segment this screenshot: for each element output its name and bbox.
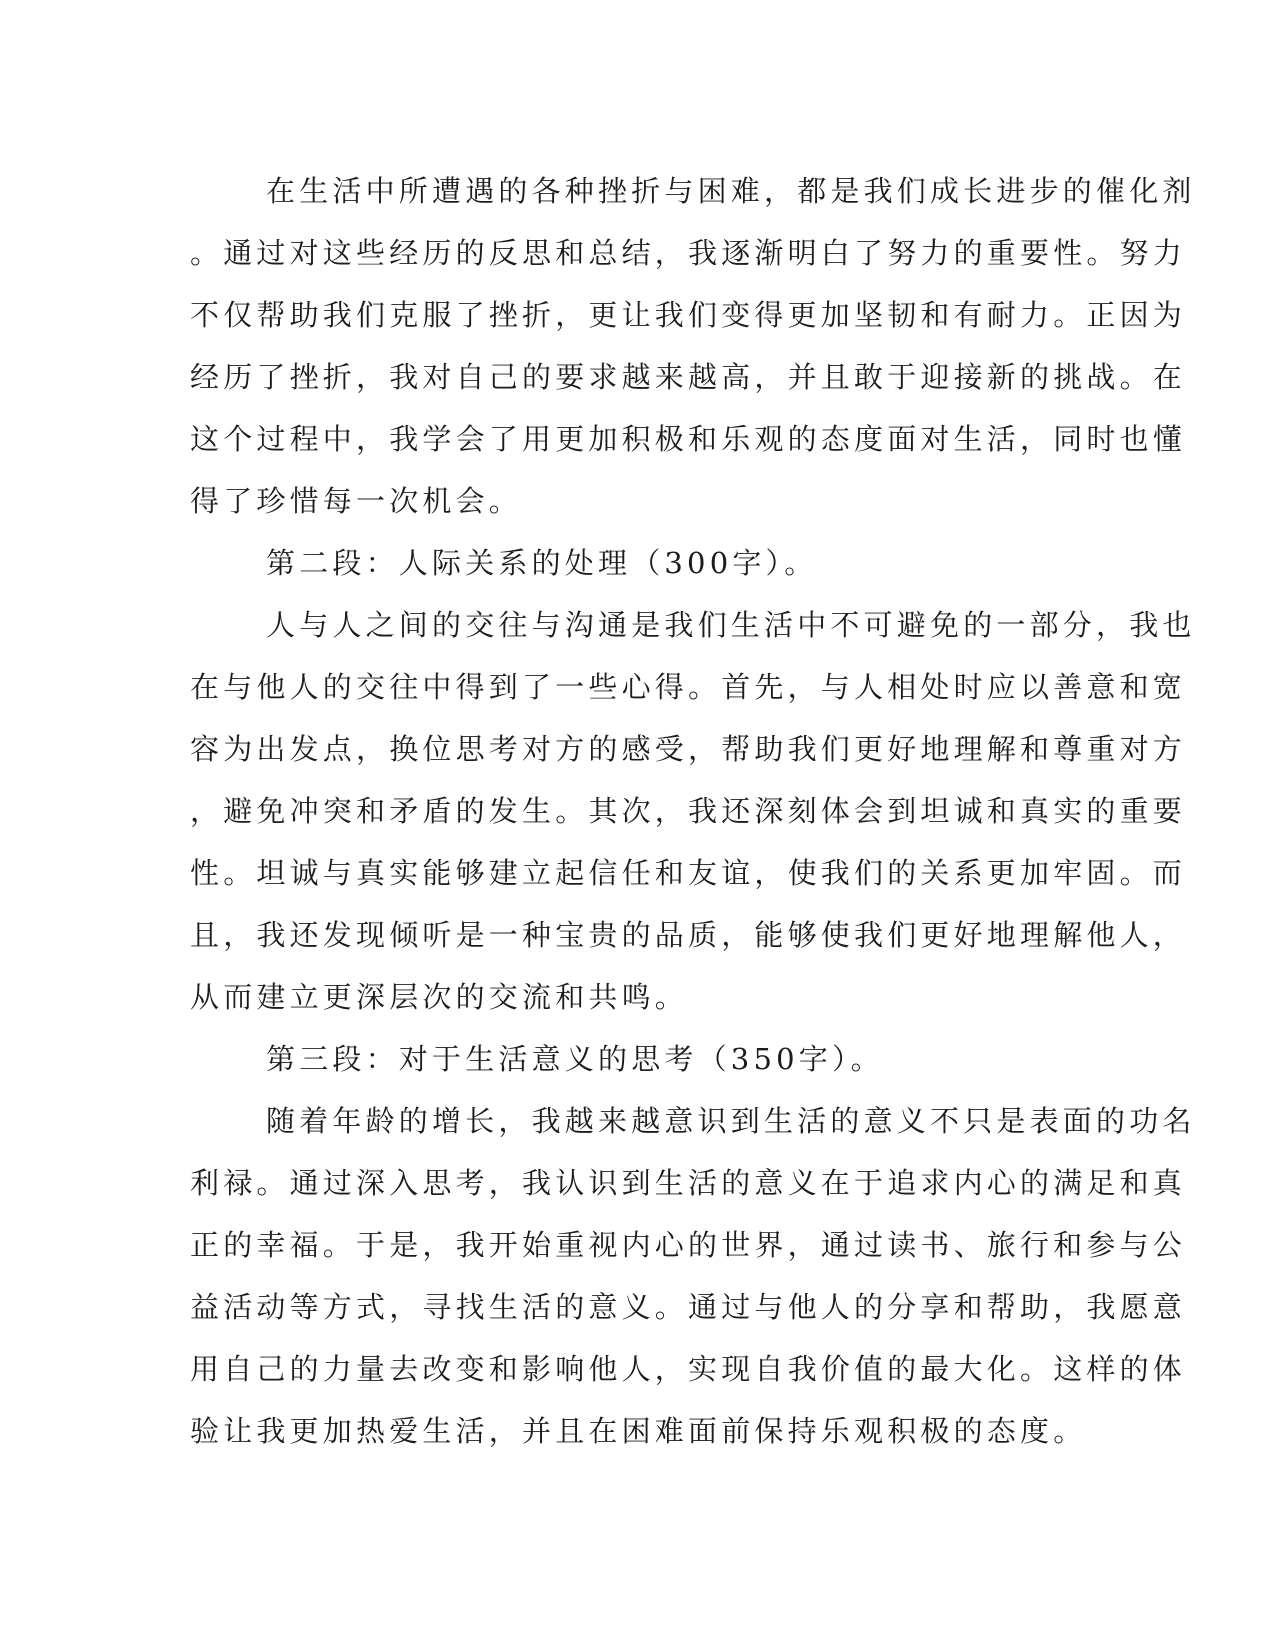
paragraph-line: 人与人之间的交往与沟通是我们生活中不可避免的一部分，我也: [266, 608, 1196, 642]
paragraph-line: 验让我更加热爱生活，并且在困难面前保持乐观积极的态度。: [190, 1414, 1087, 1448]
paragraph-2: [190, 594, 1196, 1028]
paragraph-line: 在生活中所遭遇的各种挫折与困难，都是我们成长进步的催化剂: [266, 174, 1196, 208]
paragraph-line: 利禄。通过深入思考，我认识到生活的意义在于追求内心的满足和真: [190, 1166, 1187, 1200]
paragraph-line: 正的幸福。于是，我开始重视内心的世界，通过读书、旅行和参与公: [190, 1228, 1187, 1262]
paragraph-1: [190, 160, 1196, 532]
paragraph-line: 随着年龄的增长，我越来越意识到生活的意义不只是表面的功名: [266, 1104, 1196, 1138]
paragraph-line: 用自己的力量去改变和影响他人，实现自我价值的最大化。这样的体: [190, 1352, 1187, 1386]
paragraph-line: 这个过程中，我学会了用更加积极和乐观的态度面对生活，同时也懂: [190, 422, 1187, 456]
paragraph-line: 益活动等方式，寻找生活的意义。通过与他人的分享和帮助，我愿意: [190, 1290, 1187, 1324]
paragraph-line: 在与他人的交往中得到了一些心得。首先，与人相处时应以善意和宽: [190, 670, 1187, 704]
paragraph-line: 且，我还发现倾听是一种宝贵的品质，能够使我们更好地理解他人，: [190, 918, 1187, 952]
paragraph-3: [190, 1090, 1196, 1462]
paragraph-line: 得了珍惜每一次机会。: [190, 484, 523, 518]
paragraph-line: 从而建立更深层次的交流和共鸣。: [190, 980, 689, 1014]
paragraph-line: 。通过对这些经历的反思和总结，我逐渐明白了努力的重要性。努力: [190, 236, 1187, 270]
paragraph-line: 容为出发点，换位思考对方的感受，帮助我们更好地理解和尊重对方: [190, 732, 1187, 766]
paragraph-line: ，避免冲突和矛盾的发生。其次，我还深刻体会到坦诚和真实的重要: [190, 794, 1187, 828]
document-body: [190, 160, 1196, 1462]
paragraph-line: 性。坦诚与真实能够建立起信任和友谊，使我们的关系更加牢固。而: [190, 856, 1187, 890]
paragraph-line: 不仅帮助我们克服了挫折，更让我们变得更加坚韧和有耐力。正因为: [190, 298, 1187, 332]
section-heading-3: 第三段：对于生活意义的思考（350字）。: [266, 1042, 884, 1076]
section-heading-2: 第二段：人际关系的处理（300字）。: [266, 546, 818, 580]
paragraph-line: 经历了挫折，我对自己的要求越来越高，并且敢于迎接新的挑战。在: [190, 360, 1187, 394]
